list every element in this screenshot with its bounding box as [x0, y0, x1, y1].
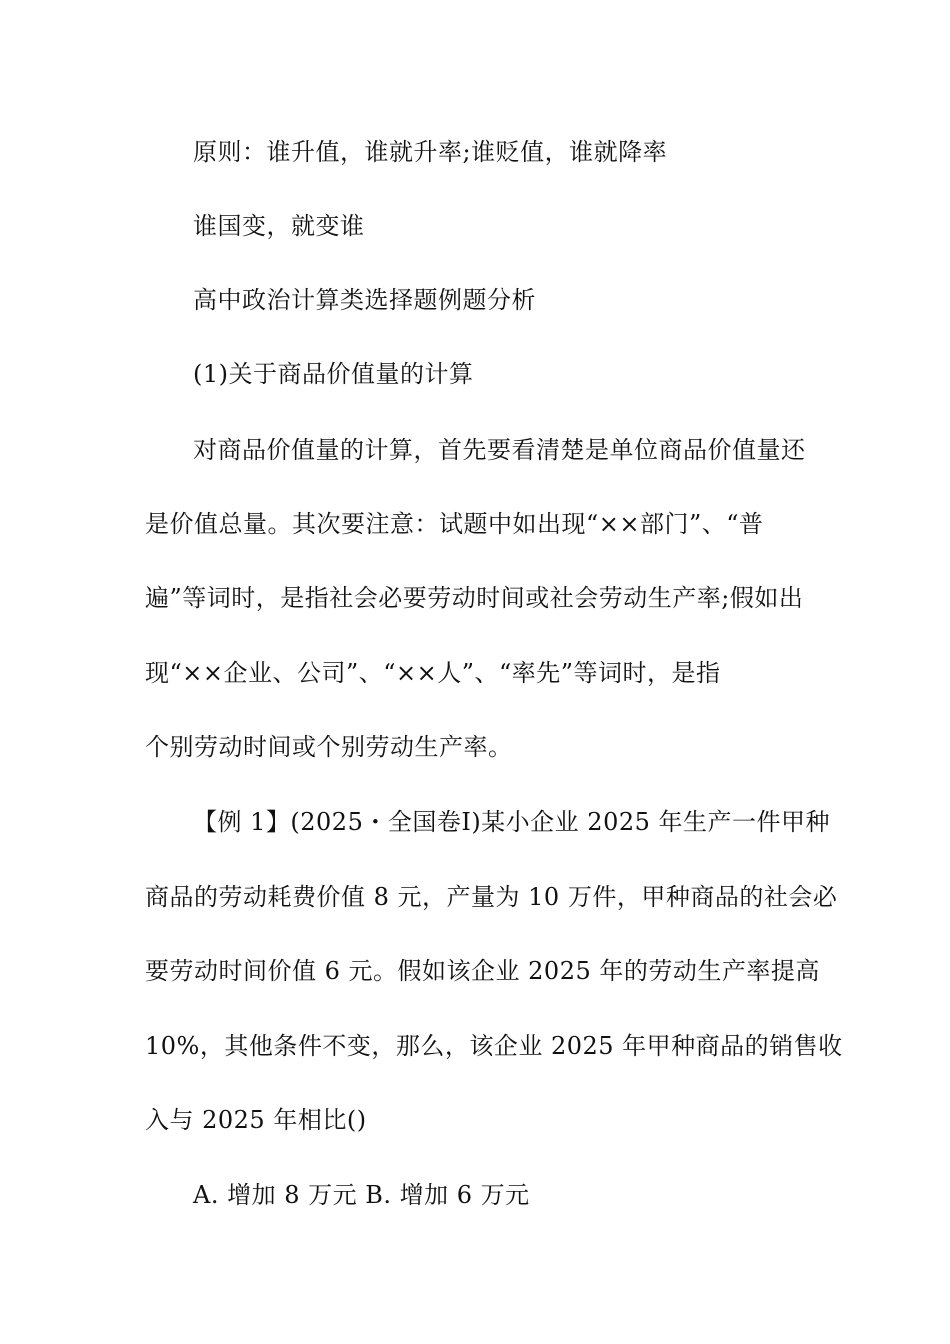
paragraph-line: 遍”等词时，是指社会必要劳动时间或社会劳动生产率;假如出: [145, 584, 804, 612]
example-line: 10%，其他条件不变，那么，该企业 2025 年甲种商品的销售收: [145, 1032, 843, 1060]
paragraph-line: 现“××企业、公司”、“××人”、“率先”等词时，是指: [145, 659, 721, 687]
example-line: 入与 2025 年相比(): [145, 1106, 367, 1134]
principle-line-2: 谁国变，就变谁: [193, 212, 365, 240]
example-line: 【例 1】(2025・全国卷Ⅰ)某小企业 2025 年生产一件甲种: [193, 808, 831, 836]
subsection-heading: (1)关于商品价值量的计算: [193, 360, 474, 388]
section-heading: 高中政治计算类选择题例题分析: [193, 286, 536, 314]
example-line: 要劳动时间价值 6 元。假如该企业 2025 年的劳动生产率提高: [145, 957, 820, 985]
example-line: 商品的劳动耗费价值 8 元，产量为 10 万件，甲种商品的社会必: [145, 883, 838, 911]
answer-options: A. 增加 8 万元 B. 增加 6 万元: [193, 1181, 530, 1209]
principle-line: 原则：谁升值，谁就升率;谁贬值，谁就降率: [193, 138, 668, 166]
paragraph-line: 对商品价值量的计算，首先要看清楚是单位商品价值量还: [193, 436, 806, 464]
paragraph-line: 是价值总量。其次要注意：试题中如出现“××部门”、“普: [145, 510, 764, 538]
paragraph-line: 个别劳动时间或个别劳动生产率。: [145, 733, 513, 761]
